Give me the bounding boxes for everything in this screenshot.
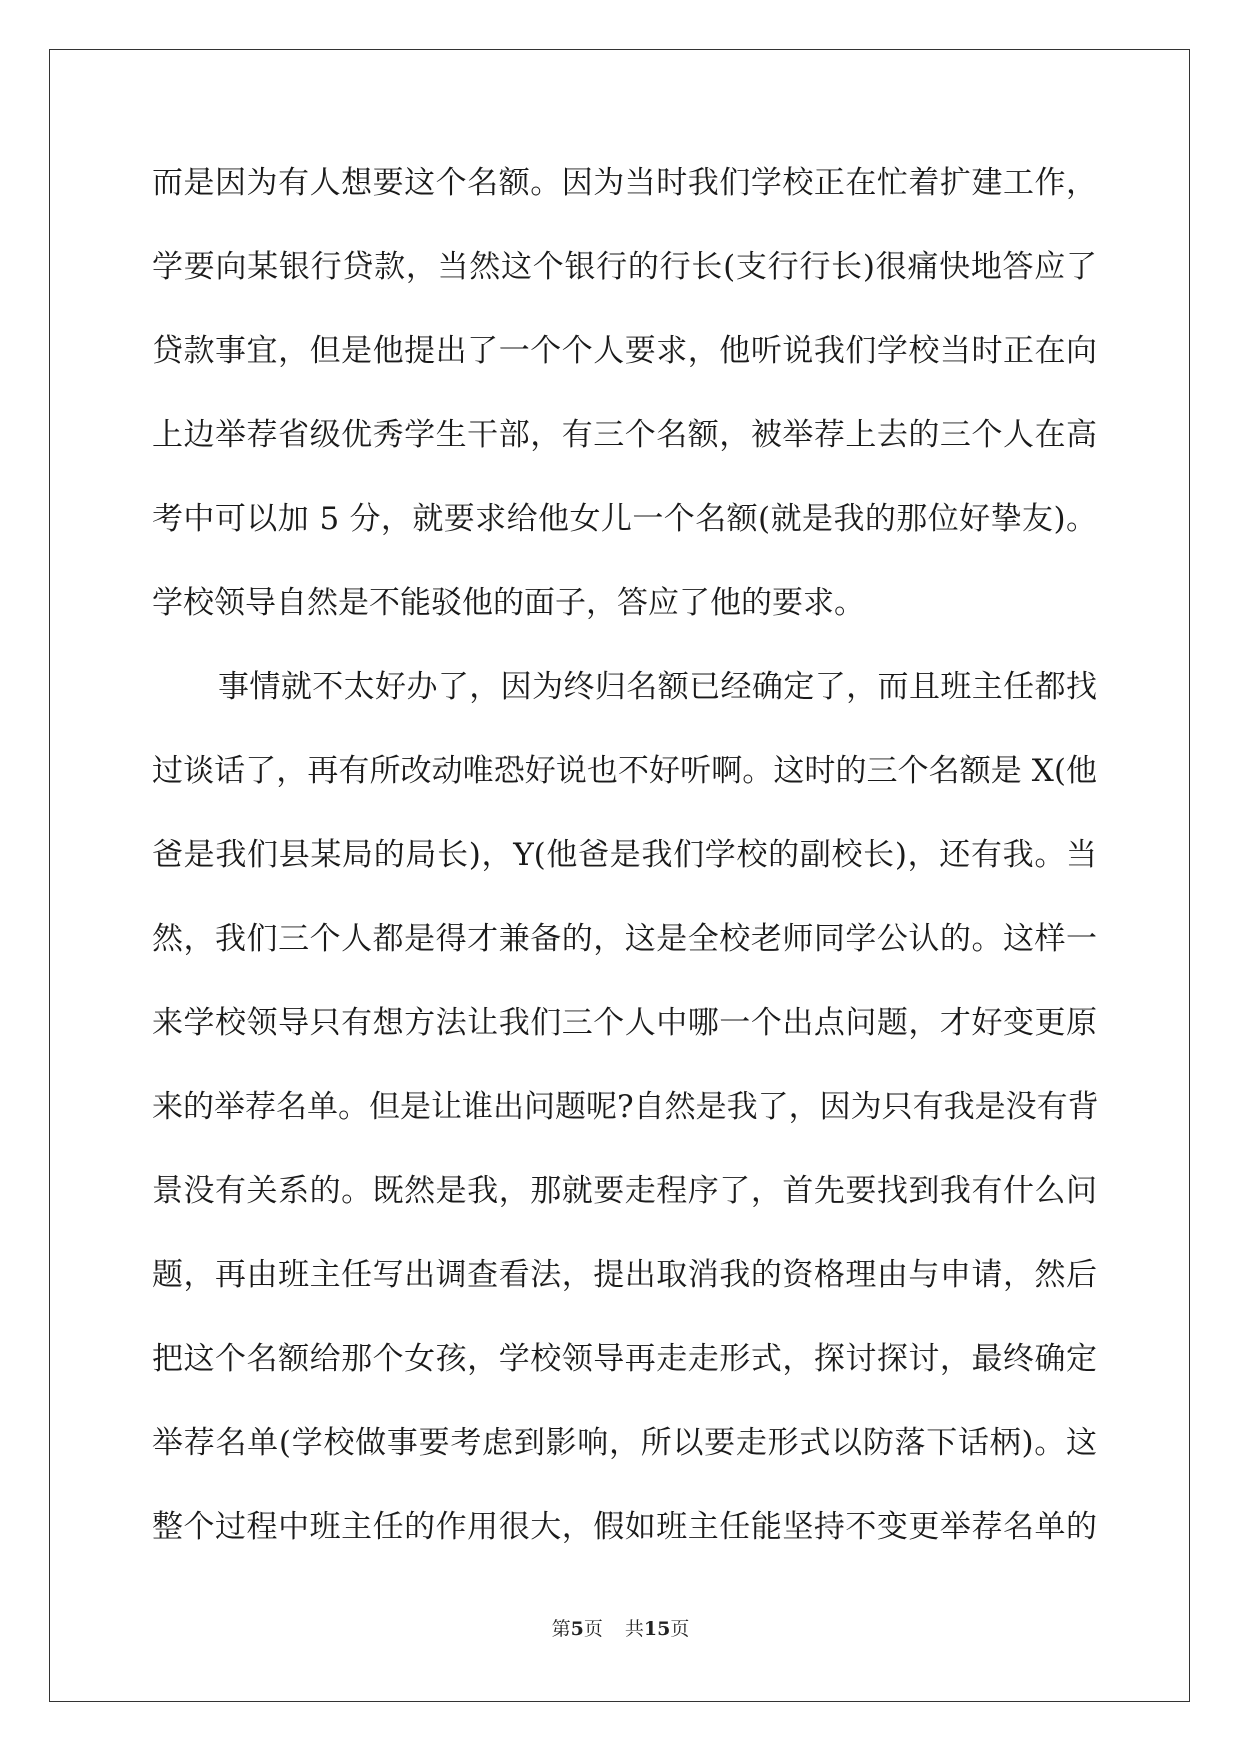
text-line: 然，我们三个人都是得才兼备的，这是全校老师同学公认的。这样一 (152, 921, 1097, 957)
text-line: 爸是我们县某局的局长)，Y(他爸是我们学校的副校长)，还有我。当 (152, 837, 1097, 873)
page-footer (0, 1614, 1241, 1641)
text-line: 来的举荐名单。但是让谁出问题呢?自然是我了，因为只有我是没有背 (152, 1089, 1099, 1125)
text-line: 题，再由班主任写出调查看法，提出取消我的资格理由与申请，然后 (152, 1257, 1097, 1293)
text-line: 贷款事宜，但是他提出了一个个人要求，他听说我们学校当时正在向 (152, 333, 1097, 369)
total-prefix: 共 (624, 1618, 644, 1640)
text-line: 上边举荐省级优秀学生干部，有三个名额，被举荐上去的三个人在高 (152, 417, 1097, 453)
text-line: 学要向某银行贷款，当然这个银行的行长(支行行长)很痛快地答应了 (152, 249, 1097, 285)
total-pages: 15 (643, 1618, 671, 1640)
text-line: 举荐名单(学校做事要考虑到影响，所以要走形式以防落下话柄)。这 (152, 1425, 1097, 1461)
text-line: 景没有关系的。既然是我，那就要走程序了，首先要找到我有什么问 (152, 1173, 1097, 1209)
text-line: 过谈话了，再有所改动唯恐好说也不好听啊。这时的三个名额是 X(他 (152, 753, 1097, 789)
text-line: 事情就不太好办了，因为终归名额已经确定了，而且班主任都找 (218, 669, 1097, 705)
text-line: 学校领导自然是不能驳他的面子，答应了他的要求。 (152, 585, 865, 621)
document-body (152, 160, 1097, 1588)
text-line: 而是因为有人想要这个名额。因为当时我们学校正在忙着扩建工作， (152, 165, 1097, 201)
text-line: 整个过程中班主任的作用很大，假如班主任能坚持不变更举荐名单的 (152, 1509, 1097, 1545)
text-line: 考中可以加 5 分，就要求给他女儿一个名额(就是我的那位好挚友)。 (152, 501, 1097, 537)
text-line: 把这个名额给那个女孩，学校领导再走走形式，探讨探讨，最终确定 (152, 1341, 1097, 1377)
total-suffix: 页 (670, 1618, 690, 1640)
text-line: 来学校领导只有想方法让我们三个人中哪一个出点问题，才好变更原 (152, 1005, 1097, 1041)
page-number: 5 (570, 1618, 584, 1640)
page-prefix: 第 (551, 1618, 571, 1640)
page-suffix: 页 (583, 1618, 603, 1640)
